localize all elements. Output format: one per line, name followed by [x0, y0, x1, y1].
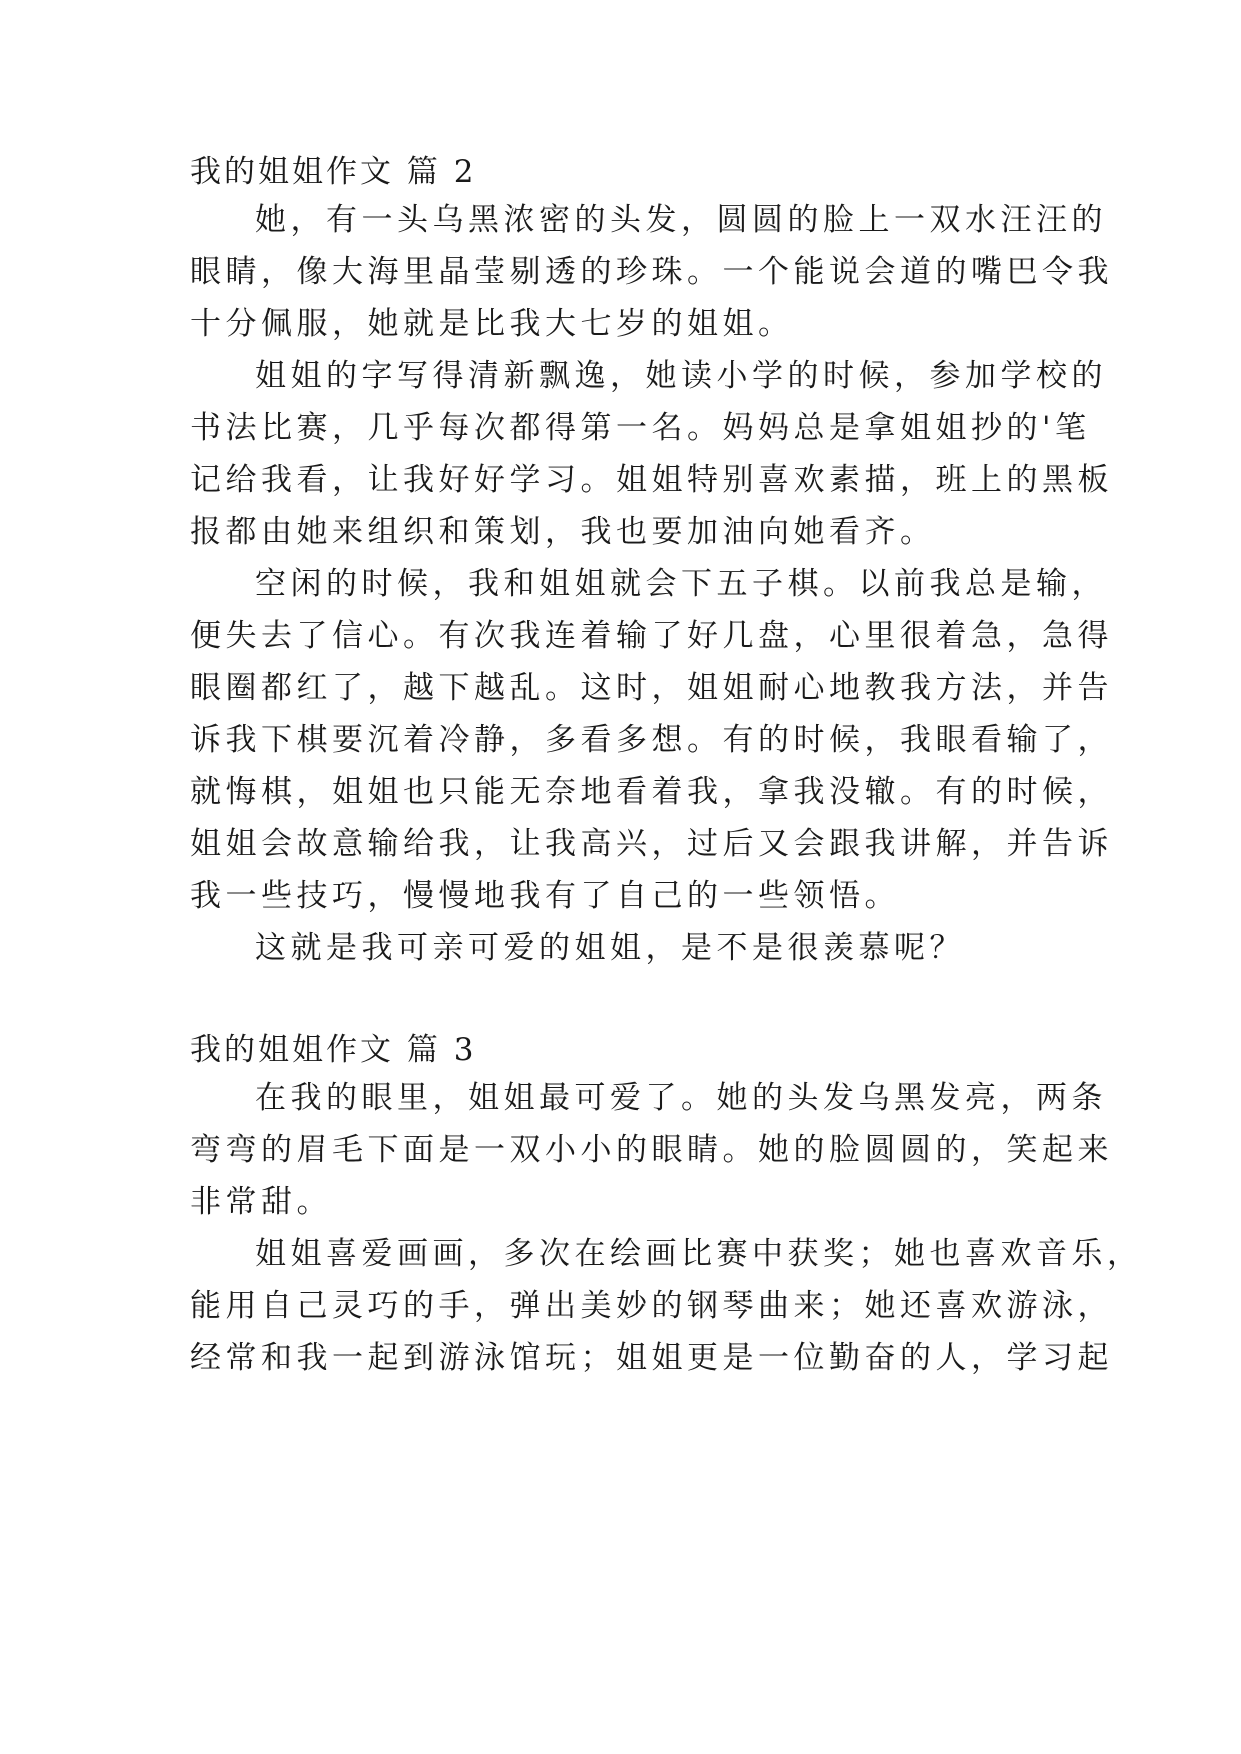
paragraph-line: 便失去了信心。有次我连着输了好几盘，心里很着急，急得 [190, 618, 1113, 654]
paragraph-line: 报都由她来组织和策划，我也要加油向她看齐。 [190, 514, 936, 550]
section-heading: 我的姐姐作文 篇 3 [190, 1032, 477, 1068]
paragraph-line: 记给我看，让我好好学习。姐姐特别喜欢素描，班上的黑板 [190, 462, 1113, 498]
section-heading: 我的姐姐作文 篇 2 [190, 154, 477, 190]
paragraph-line: 十分佩服，她就是比我大七岁的姐姐。 [190, 306, 794, 342]
paragraph-line: 诉我下棋要沉着冷静，多看多想。有的时候，我眼看输了， [190, 722, 1113, 758]
paragraph-line: 就悔棋，姐姐也只能无奈地看着我，拿我没辙。有的时候， [190, 774, 1113, 810]
paragraph-line: 能用自己灵巧的手，弹出美妙的钢琴曲来；她还喜欢游泳， [190, 1288, 1113, 1324]
paragraph-line: 在我的眼里，姐姐最可爱了。她的头发乌黑发亮，两条 [255, 1080, 1107, 1116]
paragraph-line: 这就是我可亲可爱的姐姐，是不是很羡慕呢？ [255, 930, 965, 966]
paragraph-line: 我一些技巧，慢慢地我有了自己的一些领悟。 [190, 878, 900, 914]
paragraph-line: 书法比赛，几乎每次都得第一名。妈妈总是拿姐姐抄的'笔 [190, 410, 1091, 446]
paragraph-line: 姐姐的字写得清新飘逸，她读小学的时候，参加学校的 [255, 358, 1107, 394]
paragraph-line: 非常甜。 [190, 1184, 332, 1220]
paragraph-line: 经常和我一起到游泳馆玩；姐姐更是一位勤奋的人，学习起 [190, 1340, 1113, 1376]
paragraph-line: 姐姐喜爱画画，多次在绘画比赛中获奖；她也喜欢音乐， [255, 1236, 1143, 1272]
paragraph-line: 空闲的时候，我和姐姐就会下五子棋。以前我总是输， [255, 566, 1107, 602]
paragraph-line: 眼睛，像大海里晶莹剔透的珍珠。一个能说会道的嘴巴令我 [190, 254, 1113, 290]
paragraph-line: 眼圈都红了，越下越乱。这时，姐姐耐心地教我方法，并告 [190, 670, 1113, 706]
paragraph-line: 姐姐会故意输给我，让我高兴，过后又会跟我讲解，并告诉 [190, 826, 1113, 862]
paragraph-line: 她，有一头乌黑浓密的头发，圆圆的脸上一双水汪汪的 [255, 202, 1107, 238]
paragraph-line: 弯弯的眉毛下面是一双小小的眼睛。她的脸圆圆的，笑起来 [190, 1132, 1113, 1168]
